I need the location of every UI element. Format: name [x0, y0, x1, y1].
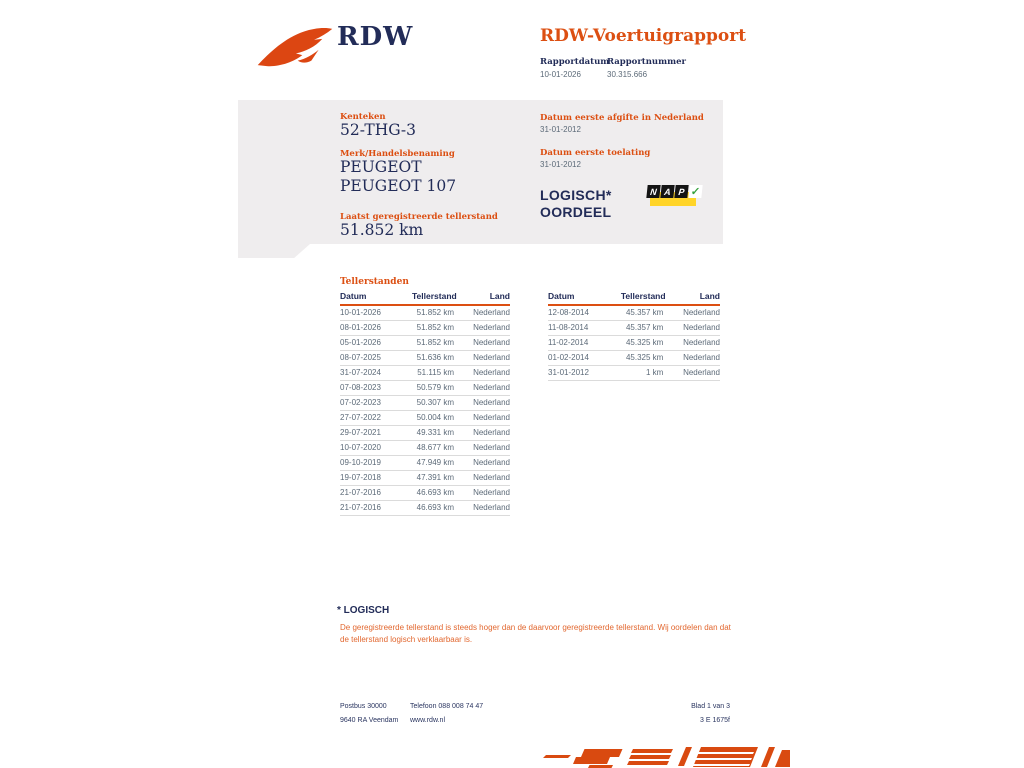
table-row: [340, 486, 510, 501]
table-row: [548, 305, 720, 321]
report-title: RDW-Voertuigrapport: [540, 26, 747, 46]
footer-phone: Telefoon 088 008 74 47: [410, 703, 484, 710]
table-cell: Nederland: [454, 456, 510, 471]
table-cell: Nederland: [663, 336, 720, 351]
odometer-table-right: [548, 289, 720, 381]
oordeel-line2: OORDEEL: [540, 204, 612, 220]
report-number-label: Rapportnummer: [607, 57, 686, 67]
toelating-label: Datum eerste toelating: [540, 148, 651, 158]
footer-contact: [410, 700, 483, 728]
table-cell: 1 km: [621, 366, 663, 381]
table-cell: 01-02-2014: [548, 351, 621, 366]
odometer-table-left: [340, 289, 510, 516]
table-row: [548, 321, 720, 336]
table-cell: 51.852 km: [412, 305, 454, 321]
header-tellerstand: Tellerstand: [621, 289, 663, 305]
header-tellerstand: Tellerstand: [412, 289, 454, 305]
footnote-text: De geregistreerde tellerstand is steeds hoger dan de daarvoor geregistreerde tellerstand. Wij oordelen dan dat de tellerstand logisch verklaarbaar is.: [340, 623, 731, 644]
table-row: [340, 396, 510, 411]
table-cell: 50.579 km: [412, 381, 454, 396]
table-cell: Nederland: [454, 381, 510, 396]
table-cell: 07-02-2023: [340, 396, 412, 411]
footnote-title: * LOGISCH: [337, 605, 390, 616]
table-cell: 46.693 km: [412, 486, 454, 501]
table-row: [340, 411, 510, 426]
table-row: [340, 456, 510, 471]
table-cell: 31-07-2024: [340, 366, 412, 381]
report-date-value: 10-01-2026: [540, 70, 581, 79]
table-cell: Nederland: [454, 351, 510, 366]
report-date-label: Rapportdatum: [540, 57, 610, 67]
table-cell: Nederland: [454, 411, 510, 426]
table-cell: Nederland: [663, 351, 720, 366]
table-cell: Nederland: [454, 321, 510, 336]
report-number-value: 30.315.666: [607, 70, 648, 79]
table-row: [340, 351, 510, 366]
header-datum: Datum: [548, 289, 621, 305]
footer-address: [340, 700, 398, 728]
table-cell: 12-08-2014: [548, 305, 621, 321]
vehicle-summary-panel-tail: [238, 244, 310, 258]
table-cell: 51.852 km: [412, 321, 454, 336]
header-land: Land: [663, 289, 720, 305]
kenteken-value: 52-THG-3: [340, 121, 417, 139]
table-cell: 51.115 km: [412, 366, 454, 381]
table-row: [548, 366, 720, 381]
table-cell: 31-01-2012: [548, 366, 621, 381]
table-cell: 45.325 km: [621, 336, 663, 351]
nap-logo: [647, 184, 699, 208]
table-cell: 45.357 km: [621, 321, 663, 336]
table-cell: 21-07-2016: [340, 486, 412, 501]
table-cell: 51.852 km: [412, 336, 454, 351]
table-cell: Nederland: [454, 305, 510, 321]
merk-label: Merk/Handelsbenaming: [340, 149, 455, 159]
oordeel-line1: LOGISCH*: [540, 187, 612, 203]
tellerstand-value: 51.852 km: [340, 221, 424, 239]
table-cell: Nederland: [663, 366, 720, 381]
afgifte-value: 31-01-2012: [540, 125, 581, 134]
footer-website: www.rdw.nl: [410, 717, 446, 724]
afgifte-label: Datum eerste afgifte in Nederland: [540, 113, 704, 123]
table-cell: 11-08-2014: [548, 321, 621, 336]
header-land: Land: [454, 289, 510, 305]
table-cell: Nederland: [454, 336, 510, 351]
table-cell: 27-07-2022: [340, 411, 412, 426]
header-datum: Datum: [340, 289, 412, 305]
footer-address-line1: Postbus 30000: [340, 703, 387, 710]
merk-value: PEUGEOT PEUGEOT 107: [340, 158, 457, 195]
table-cell: 11-02-2014: [548, 336, 621, 351]
decorative-stripes-graphic: [543, 739, 790, 768]
table-cell: 21-07-2016: [340, 501, 412, 516]
nap-letter-n: N: [646, 185, 660, 198]
table-row: [340, 305, 510, 321]
tellerstand-label: Laatst geregistreerde tellerstand: [340, 212, 498, 222]
table-cell: Nederland: [454, 366, 510, 381]
table-cell: 46.693 km: [412, 501, 454, 516]
table-row: [340, 366, 510, 381]
table-cell: 10-07-2020: [340, 441, 412, 456]
rdw-logo-icon: [255, 24, 335, 70]
footer-pageinfo: [630, 700, 730, 728]
footer-page-number: Blad 1 van 3: [691, 703, 730, 710]
nap-check-icon: ✓: [690, 186, 701, 198]
table-row: [340, 336, 510, 351]
toelating-value: 31-01-2012: [540, 160, 581, 169]
table-cell: 51.636 km: [412, 351, 454, 366]
table-cell: 09-10-2019: [340, 456, 412, 471]
table-cell: 08-01-2026: [340, 321, 412, 336]
table-row: [340, 441, 510, 456]
table-cell: 45.325 km: [621, 351, 663, 366]
table-row: [340, 381, 510, 396]
nap-letter-boxes: [646, 185, 702, 198]
footer-form-code: 3 E 1675f: [700, 717, 730, 724]
table-cell: Nederland: [663, 305, 720, 321]
table-row: [340, 501, 510, 516]
table-cell: 45.357 km: [621, 305, 663, 321]
table-row: [340, 471, 510, 486]
table-row: [340, 426, 510, 441]
table-cell: 50.307 km: [412, 396, 454, 411]
table-header-row: [340, 289, 510, 305]
table-cell: Nederland: [663, 321, 720, 336]
oordeel-text: [540, 187, 612, 221]
table-cell: 19-07-2018: [340, 471, 412, 486]
table-header-row: [548, 289, 720, 305]
table-cell: Nederland: [454, 501, 510, 516]
table-cell: Nederland: [454, 471, 510, 486]
table-cell: 10-01-2026: [340, 305, 412, 321]
table-cell: 05-01-2026: [340, 336, 412, 351]
table-cell: Nederland: [454, 426, 510, 441]
tellerstanden-section-title: Tellerstanden: [340, 277, 409, 287]
table-cell: 47.391 km: [412, 471, 454, 486]
nap-letter-a: A: [660, 185, 674, 198]
table-row: [548, 351, 720, 366]
footer-address-line2: 9640 RA Veendam: [340, 717, 399, 724]
table-cell: 08-07-2025: [340, 351, 412, 366]
table-cell: 48.677 km: [412, 441, 454, 456]
table-row: [340, 321, 510, 336]
table-cell: 07-08-2023: [340, 381, 412, 396]
table-cell: Nederland: [454, 396, 510, 411]
rdw-logo-text: RDW: [337, 22, 414, 52]
nap-letter-p: P: [674, 185, 688, 198]
table-cell: 29-07-2021: [340, 426, 412, 441]
table-cell: Nederland: [454, 486, 510, 501]
table-cell: Nederland: [454, 441, 510, 456]
table-cell: 47.949 km: [412, 456, 454, 471]
kenteken-label: Kenteken: [340, 112, 386, 122]
table-row: [548, 336, 720, 351]
table-cell: 50.004 km: [412, 411, 454, 426]
table-cell: 49.331 km: [412, 426, 454, 441]
